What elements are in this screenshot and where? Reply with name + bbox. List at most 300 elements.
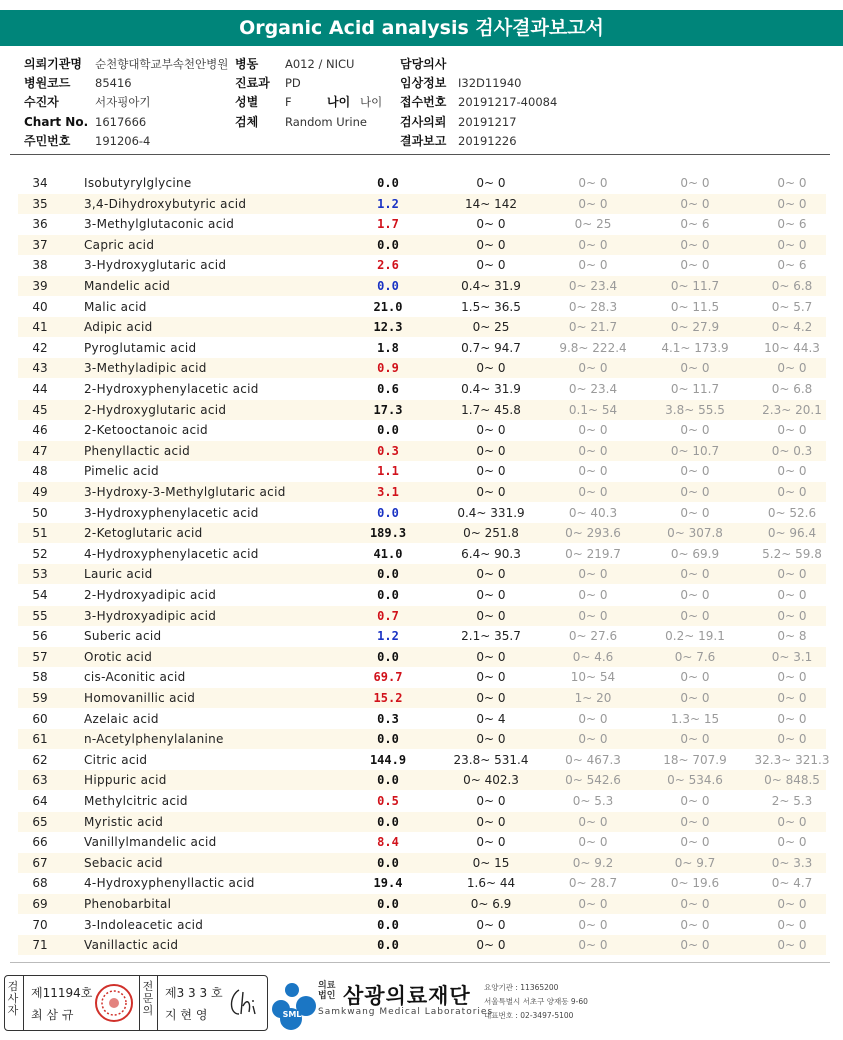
reference-range-3: 0~ 0 [777,567,807,582]
reference-range-2: 0~ 0 [680,176,710,190]
reference-range-3: 0~ 96.4 [767,526,817,541]
reference-range-1: 0~ 23.4 [568,382,618,396]
compound-name: cis-Aconitic acid [84,670,186,685]
receipt-value: 20191217-40084 [458,95,558,109]
row-number: 42 [32,340,48,355]
reference-range-2: 0~ 0 [680,361,710,376]
table-row [18,420,826,440]
compound-name: n-Acetylphenylalanine [84,732,224,747]
table-row [18,894,826,914]
result-value: 0.9 [377,361,399,376]
row-number: 57 [32,649,48,664]
table-row [18,503,826,523]
org-code: 요양기관 : 11365200 [484,983,559,992]
reference-range-1: 0~ 28.3 [568,299,618,314]
reference-range-2: 18~ 707.9 [663,752,727,767]
compound-name: 3-Hydroxyphenylacetic acid [84,505,259,520]
reference-range: 0~ 0 [476,217,506,232]
reference-range: 0~ 0 [476,649,506,664]
reference-range-2: 0~ 0 [680,485,710,499]
request-label: 검사의뢰 [400,115,447,129]
reference-range-1: 0~ 0 [578,732,608,747]
reference-range-1: 0~ 0 [578,237,608,252]
compound-name: Azelaic acid [84,711,159,726]
reference-range-1: 0~ 28.7 [568,876,618,891]
reference-range-3: 0~ 52.6 [767,505,817,520]
table-row [18,873,826,893]
row-number: 41 [32,320,48,335]
table-row [18,853,826,873]
reference-range-3: 0~ 0 [777,237,807,252]
seal-stamp-icon [93,982,135,1024]
result-value: 2.6 [377,258,399,273]
compound-name: 2-Ketooctanoic acid [84,423,208,438]
compound-name: Capric acid [84,237,155,252]
result-value: 21.0 [373,299,403,314]
reference-range-1: 0~ 0 [578,917,608,932]
reference-range-1: 0~ 467.3 [565,752,621,767]
row-number: 70 [32,917,48,932]
table-row [18,379,826,399]
chart-value: 1617666 [95,115,147,129]
result-value: 0.0 [377,814,399,829]
table-row [18,935,826,955]
compound-name: 3-Indoleacetic acid [84,917,204,932]
table-row [18,812,826,832]
reference-range-1: 0~ 0 [578,423,608,438]
row-number: 36 [32,217,48,232]
reference-range-3: 0~ 0 [777,814,807,829]
reference-range-3: 0~ 0 [777,588,807,602]
table-row [18,750,830,770]
reference-range-2: 0~ 534.6 [667,773,723,788]
compound-name: 3-Methyladipic acid [84,361,207,376]
specialist-vertical-label: 전문의 [142,980,154,1017]
reference-range: 0~ 0 [476,258,506,273]
receipt-label: 접수번호 [400,95,447,109]
reference-range: 0~ 0 [476,814,506,829]
result-value: 144.9 [369,752,407,767]
reference-range-2: 0~ 11.5 [670,299,720,314]
compound-name: 3,4-Dihydroxybutyric acid [84,196,247,211]
reference-range-1: 0~ 0 [578,608,608,623]
reference-range-3: 0~ 0 [777,711,807,726]
request-value: 20191217 [458,115,517,129]
reference-range-3: 2.3~ 20.1 [762,402,822,417]
row-number: 66 [32,835,48,850]
reference-range: 0~ 25 [472,320,510,335]
reference-range-3: 0~ 6.8 [771,279,813,293]
row-number: 58 [32,670,48,685]
reference-range-2: 0~ 307.8 [667,526,723,541]
reference-range-2: 0~ 19.6 [670,876,720,891]
reference-range-3: 10~ 44.3 [764,340,820,355]
row-number: 64 [32,794,48,808]
result-value: 8.4 [377,835,399,850]
reference-range-2: 0~ 11.7 [670,382,720,396]
sex-label: 성별 [235,95,259,109]
reference-range: 0~ 0 [476,835,506,850]
result-value: 1.2 [377,629,399,644]
reference-range-2: 0~ 0 [680,670,710,685]
row-number: 56 [32,629,48,644]
row-number: 40 [32,299,48,314]
compound-name: 2-Hydroxyadipic acid [84,588,217,602]
result-value: 189.3 [369,526,407,541]
table-row [18,647,826,667]
reference-range-1: 0~ 0 [578,464,608,479]
reference-range-2: 0~ 0 [680,938,710,953]
institution-value: 순천향대학교부속천안병원 [95,57,229,71]
row-number: 62 [32,752,48,767]
compound-name: Methylcitric acid [84,794,188,808]
reference-range-3: 0~ 0 [777,423,807,438]
report-value: 20191226 [458,134,517,148]
reference-range: 0~ 0 [476,608,506,623]
reference-range: 0~ 0 [476,794,506,808]
table-row [18,482,826,502]
reference-range-1: 0~ 0 [578,588,608,602]
result-value: 0.5 [377,794,399,808]
reference-range: 0~ 0 [476,464,506,479]
reference-range-2: 0~ 0 [680,917,710,932]
reference-range: 23.8~ 531.4 [453,752,529,767]
reference-range-1: 0~ 0 [578,567,608,582]
id-value: 191206-4 [95,134,151,148]
compound-name: Mandelic acid [84,279,171,293]
row-number: 69 [32,897,48,911]
result-value: 0.0 [377,732,399,747]
reference-range-1: 0~ 219.7 [565,546,621,561]
reference-range-2: 4.1~ 173.9 [661,340,729,355]
table-row [18,400,826,420]
result-value: 0.0 [377,917,399,932]
age-value: 나이 [360,95,383,109]
result-value: 0.0 [377,176,399,190]
reference-range: 0~ 0 [476,423,506,438]
reference-range-3: 0~ 0 [777,917,807,932]
reference-range: 0.7~ 94.7 [461,340,521,355]
compound-name: Myristic acid [84,814,164,829]
compound-name: Homovanillic acid [84,691,196,705]
result-value: 1.8 [377,340,399,355]
reference-range: 0~ 0 [476,176,506,190]
reference-range-1: 0~ 27.6 [568,629,618,644]
compound-name: Citric acid [84,752,148,767]
reference-range-2: 0~ 0 [680,423,710,438]
reference-range: 0~ 0 [476,938,506,953]
reference-range-2: 0~ 0 [680,258,710,273]
specialist-name: 지 현 영 [165,1008,208,1022]
reference-range: 0.4~ 31.9 [461,279,521,293]
org-type: 의료 법인 [318,981,336,1001]
result-value: 0.0 [377,567,399,582]
compound-name: Sebacic acid [84,855,163,870]
clinical-info-value: I32D11940 [458,76,522,90]
row-number: 37 [32,237,48,252]
reference-range-3: 0~ 0 [777,196,807,211]
reference-range-3: 0~ 0.3 [771,443,813,458]
reference-range-1: 0~ 25 [574,217,612,232]
result-value: 0.7 [377,608,399,623]
reference-range-3: 5.2~ 59.8 [762,546,822,561]
table-row [18,173,826,193]
reference-range-2: 0~ 0 [680,588,710,602]
reference-range: 2.1~ 35.7 [461,629,521,644]
reference-range-1: 0~ 0 [578,711,608,726]
result-value: 0.0 [377,279,399,293]
reference-range-1: 0~ 0 [578,361,608,376]
reference-range-3: 32.3~ 321.3 [754,752,830,767]
reference-range-2: 0~ 0 [680,505,710,520]
table-row [18,709,826,729]
compound-name: Phenobarbital [84,897,172,911]
patient-label: 수진자 [24,95,59,109]
table-row [18,255,826,275]
reference-range-1: 0~ 0 [578,443,608,458]
reference-range-3: 0~ 0 [777,732,807,747]
result-value: 3.1 [377,485,399,499]
reference-range-2: 0~ 0 [680,567,710,582]
reference-range: 0~ 4 [476,711,506,726]
compound-name: Suberic acid [84,629,162,644]
doctor-label: 담당의사 [400,57,447,71]
reference-range-1: 10~ 54 [570,670,616,685]
table-row [18,688,826,708]
reference-range-3: 0~ 4.7 [771,876,813,891]
reference-range: 0~ 0 [476,237,506,252]
reference-range-1: 1~ 20 [574,691,612,705]
reference-range-2: 1.3~ 15 [670,711,720,726]
table-row [18,729,826,749]
compound-name: Vanillylmandelic acid [84,835,217,850]
row-number: 71 [32,938,48,953]
reference-range-2: 0~ 0 [680,691,710,705]
result-value: 0.6 [377,382,399,396]
compound-name: 2-Hydroxyphenylacetic acid [84,382,259,396]
reference-range-2: 0~ 0 [680,196,710,211]
reference-range-3: 0~ 0 [777,464,807,479]
row-number: 67 [32,855,48,870]
reference-range-3: 0~ 0 [777,608,807,623]
table-row [18,585,826,605]
header-divider [10,154,830,155]
row-number: 50 [32,505,48,520]
result-value: 0.0 [377,649,399,664]
specimen-label: 검체 [235,115,259,129]
reference-range-3: 0~ 0 [777,176,807,190]
dept-label: 진료과 [235,76,270,90]
table-row [18,441,826,461]
reference-range-3: 2~ 5.3 [771,794,813,808]
table-row [18,194,826,214]
dept-value: PD [285,76,301,90]
row-number: 68 [32,876,48,891]
reference-range: 0~ 0 [476,691,506,705]
reference-range-2: 0~ 0 [680,835,710,850]
reference-range-3: 0~ 0 [777,485,807,499]
table-row [18,544,826,564]
reference-range: 0.4~ 31.9 [461,382,521,396]
row-number: 59 [32,691,48,705]
hospital-code-value: 85416 [95,76,132,90]
table-row [18,214,826,234]
reference-range-1: 0~ 5.3 [572,794,614,808]
row-number: 52 [32,546,48,561]
patient-value: 서자핑아기 [95,95,151,109]
result-value: 1.2 [377,196,399,211]
row-number: 39 [32,279,48,293]
row-number: 63 [32,773,48,788]
reference-range: 14~ 142 [464,196,518,211]
result-value: 1.7 [377,217,399,232]
reference-range: 0~ 251.8 [463,526,519,541]
table-row [18,915,826,935]
reference-range-1: 0~ 542.6 [565,773,621,788]
table-row [18,276,826,296]
reference-range-2: 0~ 11.7 [670,279,720,293]
institution-label: 의뢰기관명 [24,57,82,71]
hospital-code-label: 병원코드 [24,76,71,90]
reference-range-1: 0~ 0 [578,176,608,190]
result-value: 0.0 [377,855,399,870]
compound-name: Isobutyrylglycine [84,176,192,190]
reference-range-2: 0~ 0 [680,897,710,911]
result-value: 0.3 [377,443,399,458]
row-number: 34 [32,176,48,190]
row-number: 45 [32,402,48,417]
compound-name: 3-Methylglutaconic acid [84,217,235,232]
reference-range-2: 0~ 6 [680,217,710,232]
compound-name: 3-Hydroxyadipic acid [84,608,217,623]
reference-range-3: 0~ 0 [777,835,807,850]
org-name-en: Samkwang Medical Laboratories [318,1007,494,1017]
reference-range-2: 0~ 27.9 [670,320,720,335]
reference-range-1: 0~ 0 [578,814,608,829]
reference-range: 0~ 402.3 [463,773,519,788]
row-number: 53 [32,567,48,582]
reference-range: 1.6~ 44 [466,876,516,891]
reference-range-1: 0.1~ 54 [568,402,618,417]
result-value: 17.3 [373,402,403,417]
result-value: 0.0 [377,423,399,438]
reference-range-1: 9.8~ 222.4 [559,340,627,355]
report-title: Organic Acid analysis 검사결과보고서 [0,10,843,46]
compound-name: Phenyllactic acid [84,443,191,458]
reference-range-2: 0~ 9.7 [674,855,716,870]
row-number: 55 [32,608,48,623]
table-row [18,338,826,358]
reference-range-1: 0~ 293.6 [565,526,621,541]
examiner-license: 제11194호 [31,986,93,1000]
result-value: 15.2 [373,691,403,705]
compound-name: 4-Hydroxyphenyllactic acid [84,876,255,891]
table-row [18,791,826,811]
table-row [18,235,826,255]
table-row [18,770,826,790]
clinical-info-label: 임상정보 [400,76,447,90]
result-value: 0.0 [377,897,399,911]
compound-name: Adipic acid [84,320,153,335]
result-value: 0.0 [377,505,399,520]
compound-name: Vanillactic acid [84,938,179,953]
signature-icon [225,984,261,1020]
table-row [18,564,826,584]
reference-range-2: 0~ 0 [680,464,710,479]
reference-range: 1.7~ 45.8 [461,402,521,417]
reference-range-1: 0~ 21.7 [568,320,618,335]
sex-value: F [285,95,292,109]
reference-range-3: 0~ 6 [777,258,807,273]
reference-range-1: 0~ 0 [578,835,608,850]
compound-name: Hippuric acid [84,773,167,788]
result-value: 41.0 [373,546,403,561]
compound-name: 3-Hydroxy-3-Methylglutaric acid [84,485,286,499]
row-number: 49 [32,485,48,499]
reference-range: 0~ 0 [476,670,506,685]
compound-name: Pimelic acid [84,464,159,479]
result-value: 0.0 [377,588,399,602]
result-value: 19.4 [373,876,403,891]
reference-range-2: 0~ 7.6 [674,649,716,664]
reference-range: 0~ 0 [476,588,506,602]
row-number: 46 [32,423,48,438]
reference-range-1: 0~ 40.3 [568,505,618,520]
reference-range-3: 0~ 0 [777,691,807,705]
reference-range-3: 0~ 0 [777,670,807,685]
signature-box [4,975,268,1031]
reference-range: 6.4~ 90.3 [461,546,521,561]
reference-range-3: 0~ 6 [777,217,807,232]
examiner-vertical-label: 검사자 [7,980,19,1017]
org-badge: SML [282,1010,302,1019]
result-value: 0.0 [377,938,399,953]
table-row [18,358,826,378]
org-phone: 대표번호 : 02-3497-5100 [484,1011,574,1020]
reference-range-1: 0~ 0 [578,938,608,953]
reference-range: 1.5~ 36.5 [461,299,521,314]
table-row [18,317,826,337]
id-label: 주민번호 [24,134,71,148]
reference-range: 0~ 0 [476,361,506,376]
row-number: 47 [32,443,48,458]
examiner-name: 최 삼 규 [31,1008,74,1022]
reference-range: 0~ 0 [476,917,506,932]
compound-name: Malic acid [84,299,147,314]
reference-range-3: 0~ 0 [777,938,807,953]
reference-range-1: 0~ 4.6 [572,649,614,664]
reference-range: 0~ 0 [476,485,506,499]
result-value: 69.7 [373,670,403,685]
ward-value: A012 / NICU [285,57,355,71]
compound-name: 3-Hydroxyglutaric acid [84,258,227,273]
reference-range-3: 0~ 4.2 [771,320,813,335]
reference-range-3: 0~ 8 [777,629,807,644]
result-value: 0.0 [377,237,399,252]
reference-range-1: 0~ 0 [578,897,608,911]
reference-range-2: 0~ 0 [680,794,710,808]
row-number: 65 [32,814,48,829]
reference-range-3: 0~ 5.7 [771,299,813,314]
reference-range-2: 0.2~ 19.1 [665,629,725,644]
org-name: 삼광의료재단 [343,984,471,1008]
reference-range-3: 0~ 3.1 [771,649,813,664]
reference-range: 0~ 0 [476,567,506,582]
table-row [18,667,826,687]
reference-range-1: 0~ 9.2 [572,855,614,870]
reference-range: 0~ 0 [476,443,506,458]
row-number: 35 [32,196,48,211]
